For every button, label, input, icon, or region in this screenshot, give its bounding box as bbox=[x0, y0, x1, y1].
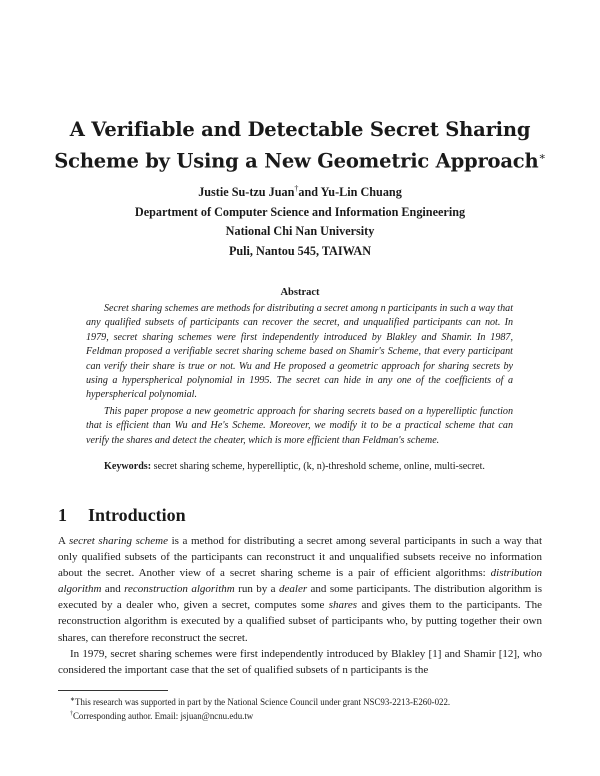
term-shares: shares bbox=[328, 599, 358, 612]
footnote-1 bbox=[58, 694, 542, 708]
term-dealer: dealer bbox=[279, 583, 308, 596]
footnote-1-text: This research was supported in part by the National Science Council under grant NSC93-2213-E260-022. bbox=[75, 696, 451, 707]
footnote-1-mark: ∗ bbox=[70, 697, 76, 703]
intro-paragraph-2: In 1979, secret sharing schemes were first independently introduced by Blakley [1] and Shamir [12], who considered the important case that the set of qualified subsets of n participants is the bbox=[58, 647, 542, 676]
abstract-heading: Abstract bbox=[280, 287, 320, 298]
text-run: and some participants. The distribution algorithm is executed by a dealer who, given a secret, computes some bbox=[58, 583, 543, 612]
title-footnote-mark: ∗ bbox=[538, 150, 546, 163]
keywords-text: secret sharing scheme, hyperelliptic, (k, n)-threshold scheme, online, multi-secret. bbox=[153, 461, 485, 472]
section-title: Introduction bbox=[88, 505, 186, 525]
footnote-2-text: Corresponding author. Email: jsjuan@ncnu.edu.tw bbox=[73, 711, 254, 722]
abstract-body bbox=[86, 302, 513, 448]
author-block bbox=[60, 179, 540, 262]
author-dagger: † bbox=[294, 184, 299, 193]
author-department: Department of Computer Science and Information Engineering bbox=[134, 204, 466, 219]
abstract-paragraph-1: Secret sharing schemes are methods for distributing a secret among n participants in such a way that any qualified subsets of participants can recover the secret, and unqualified participants can not. In 1979, secret sharing schemes were first independently introduced by Blakley and Shamir. In 1987, Feldman proposed a verifiable secret sharing scheme based on Shamir's Scheme, that every participant can verify their share is true or not. Wu and He proposed a geometric approach for sharing secrets by using a hyperspherical polynomial in 1995. The secret can hide in any one of the coefficients of a hyperspherical polynomial. bbox=[86, 303, 513, 401]
text-run: A bbox=[58, 535, 69, 547]
term-distribution-algorithm: distribution algorithm bbox=[58, 567, 542, 596]
section-heading bbox=[58, 505, 186, 526]
footnote-2-mark: † bbox=[70, 711, 73, 718]
section-number: 1 bbox=[58, 505, 67, 525]
title-line-1: A Verifiable and Detectable Secret Sharing bbox=[69, 118, 531, 141]
keywords-label: Keywords: bbox=[104, 461, 152, 472]
paper-title bbox=[40, 116, 560, 175]
introduction-body bbox=[58, 533, 542, 678]
term-reconstruction-algorithm: reconstruction algorithm bbox=[124, 583, 235, 596]
author-name-1: Justie Su-tzu Juan bbox=[198, 185, 295, 200]
text-run: run by a bbox=[234, 583, 279, 596]
author-name-2: and Yu-Lin Chuang bbox=[298, 185, 402, 200]
author-names bbox=[60, 179, 540, 203]
author-address: Puli, Nantou 545, TAIWAN bbox=[228, 244, 372, 259]
footnote-2 bbox=[58, 708, 542, 722]
title-line-2-text: Scheme by Using a New Geometric Approach bbox=[54, 149, 539, 173]
keywords bbox=[86, 460, 513, 474]
footnotes bbox=[58, 690, 542, 723]
term-secret-sharing-scheme: secret sharing scheme bbox=[68, 535, 168, 547]
text-run: and gives them to the participants. The reconstruction algorithm is executed by a qualified subset of participants who, by putting together their own shares, can therefore reconstruct the secret. bbox=[58, 599, 542, 644]
author-university: National Chi Nan University bbox=[225, 224, 375, 239]
abstract-paragraph-2: This paper propose a new geometric approach for sharing secrets based on a hyperelliptic function that is efficient than Wu and He's Scheme. Moreover, we modify it to be a practical scheme that can verify the shares and detect the cheater, which is more efficient than Feldman's scheme. bbox=[86, 405, 513, 446]
text-run: and bbox=[101, 583, 125, 596]
text-run: is a method for distributing a secret among several participants in such a way that only qualified subsets of the participants can reconstruct it and unqualified subsets receive no information about the secret. Another view of a secret sharing scheme is a pair of efficient algorithms: bbox=[58, 535, 542, 580]
intro-paragraph-1 bbox=[58, 533, 542, 646]
title-line-2 bbox=[40, 143, 560, 175]
